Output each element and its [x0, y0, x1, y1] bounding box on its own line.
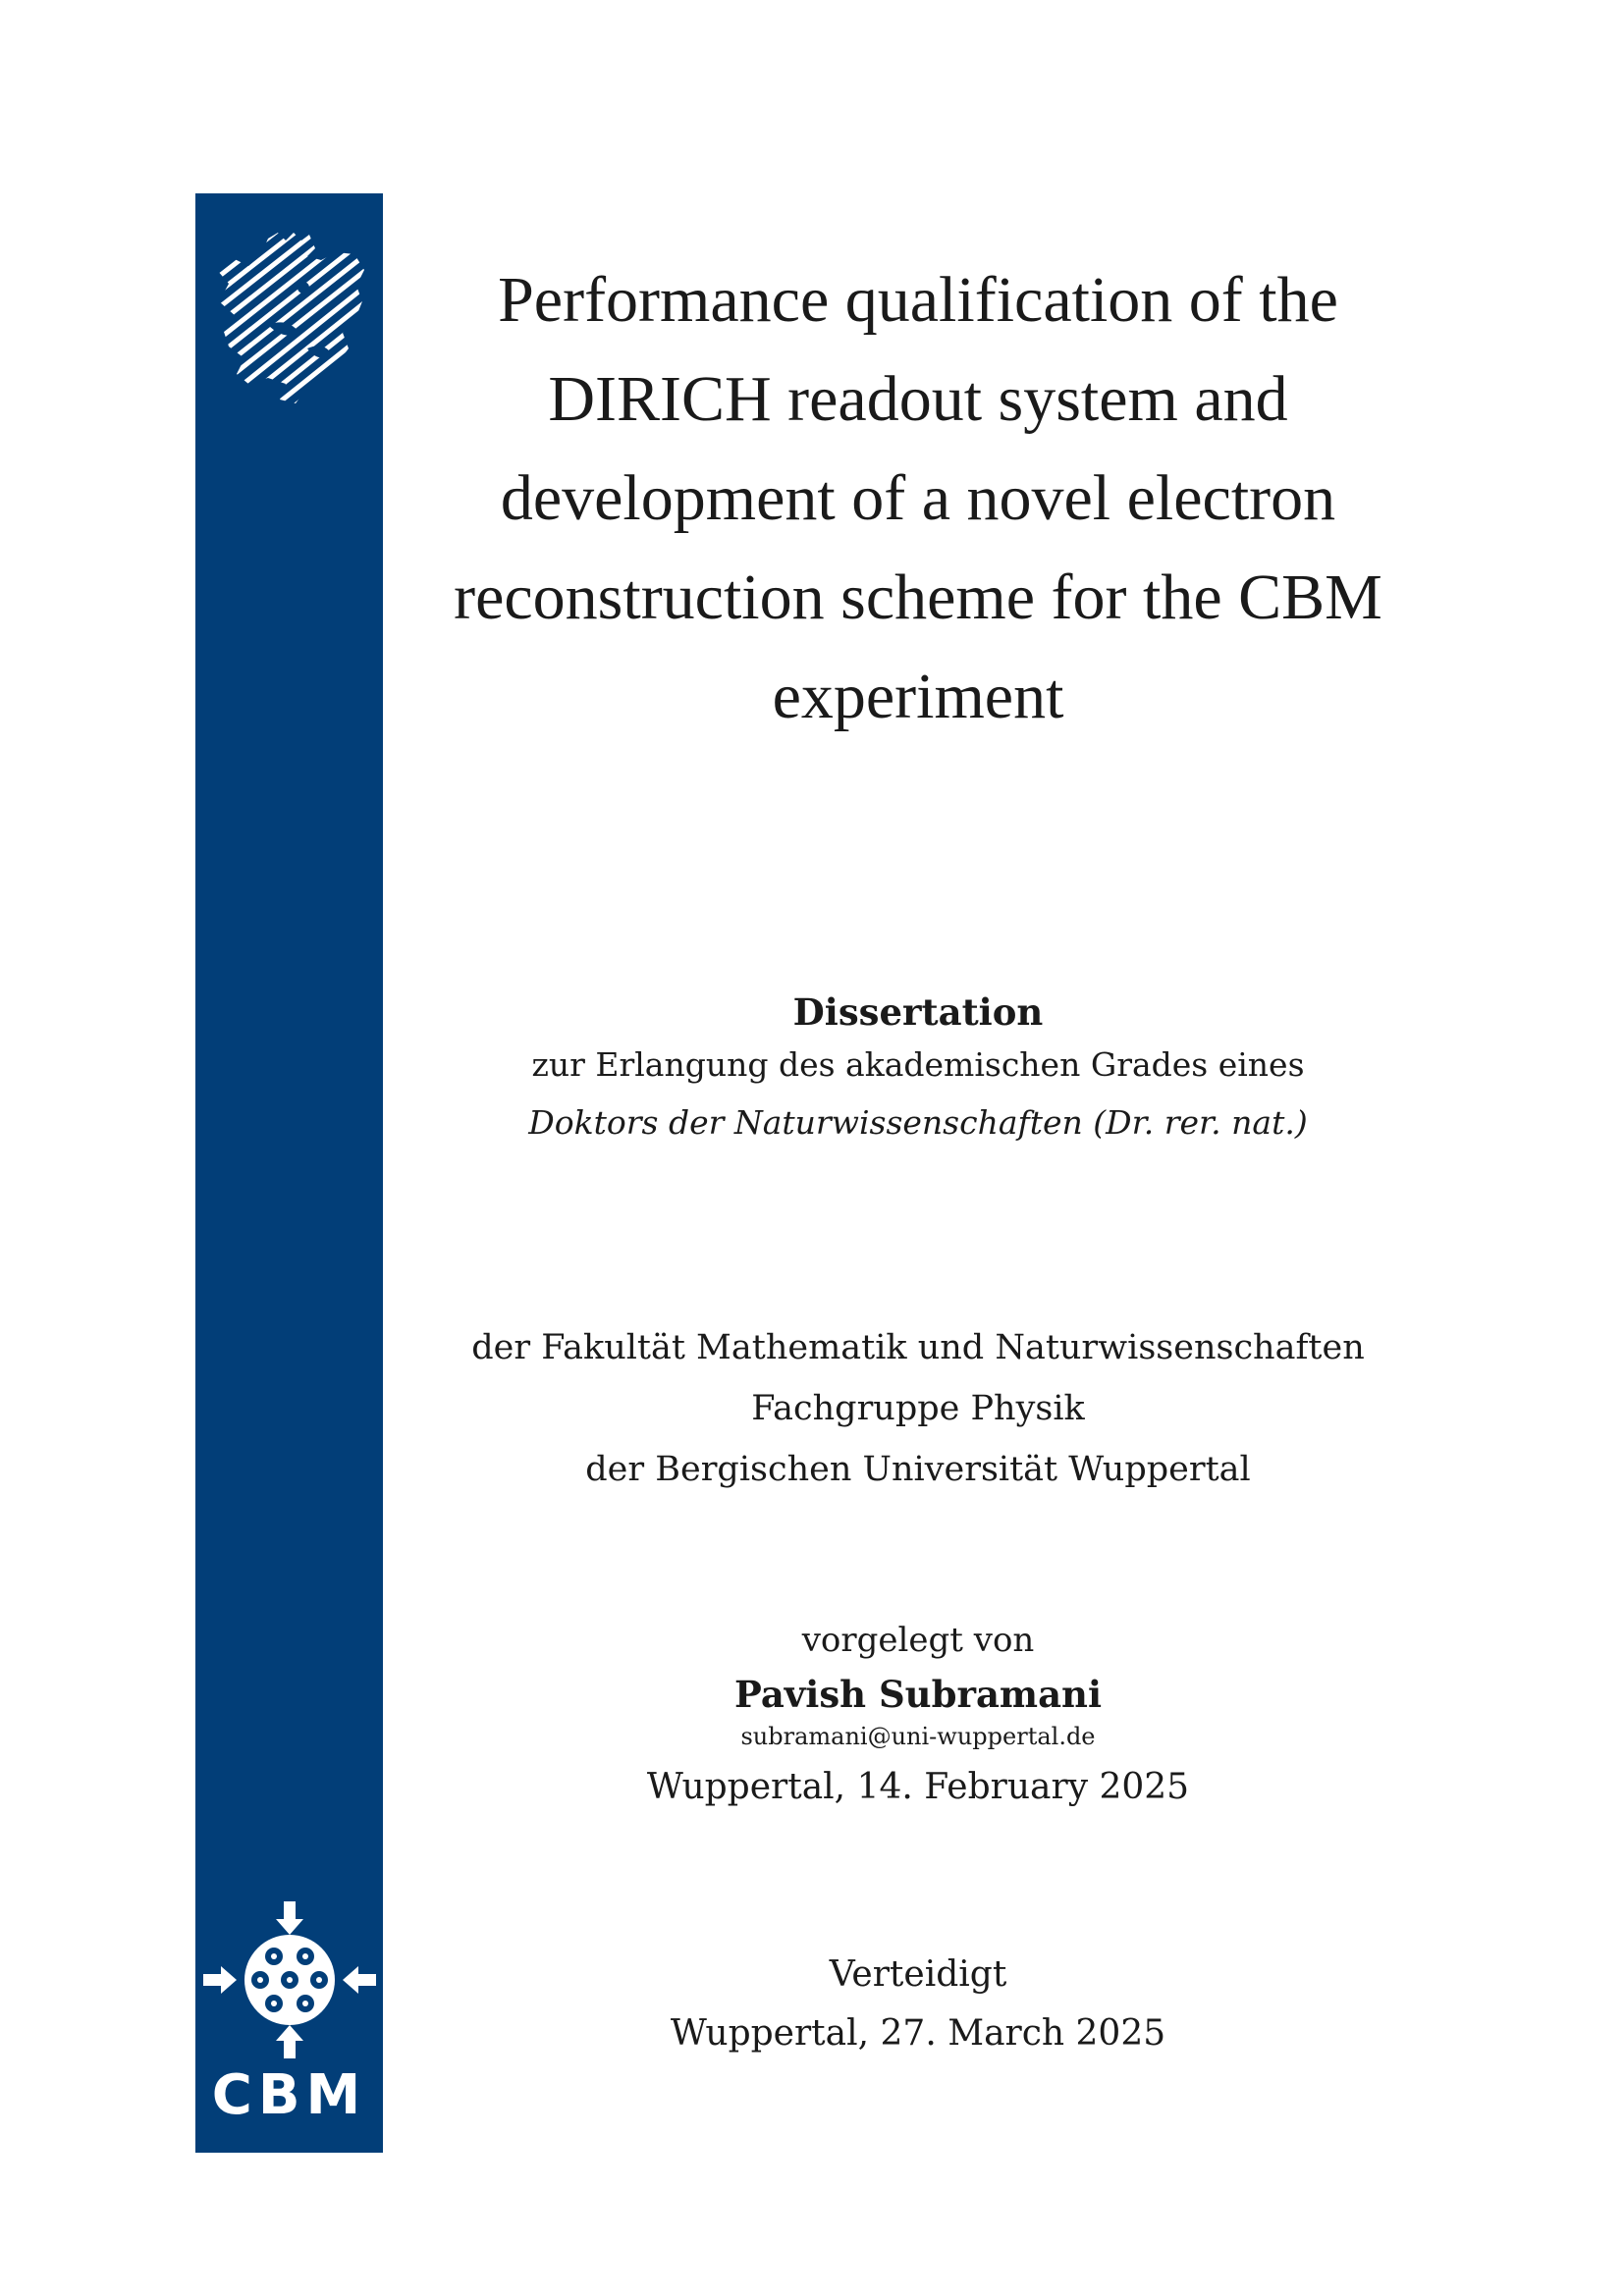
faculty-block	[412, 1317, 1424, 1500]
department-name: Fachgruppe Physik	[751, 1389, 1085, 1428]
faculty-name: der Fakultät Mathematik und Naturwissenschaften	[471, 1328, 1365, 1367]
defense-block	[412, 1946, 1424, 2063]
document-type: Dissertation	[792, 990, 1044, 1034]
submitted-by-label: vorgelegt von	[801, 1621, 1035, 1660]
defense-date: Wuppertal, 27. March 2025	[670, 2013, 1166, 2054]
university-name: der Bergischen Universität Wuppertal	[585, 1450, 1251, 1489]
dissertation-title: Performance qualification of the DIRICH readout system and development of a novel electron reconstruction scheme for the CBM experiment	[454, 264, 1382, 732]
degree-purpose: zur Erlangung des akademischen Grades eines	[531, 1045, 1305, 1084]
submission-date: Wuppertal, 14. February 2025	[646, 1767, 1190, 1807]
defended-label: Verteidigt	[829, 1954, 1007, 1995]
degree-name: Doktors der Naturwissenschaften (Dr. rer. nat.)	[528, 1103, 1308, 1142]
author-name: Pavish Subramani	[733, 1673, 1102, 1716]
cbm-logo-text: CBM	[211, 2063, 367, 2127]
university-lion-logo-icon	[209, 231, 370, 407]
cbm-logo-icon	[203, 1901, 376, 2058]
sidebar	[195, 193, 383, 2153]
author-email: subramani@uni-wuppertal.de	[740, 1723, 1096, 1750]
